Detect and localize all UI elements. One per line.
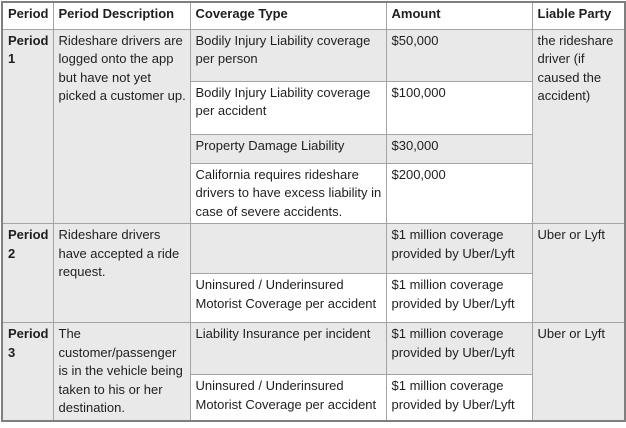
amount-cell: $30,000 xyxy=(386,135,532,164)
table-row xyxy=(2,323,625,375)
coverage-type-cell: Liability Insurance per incident xyxy=(190,323,386,375)
coverage-type-cell xyxy=(190,224,386,274)
coverage-type-cell: Uninsured / Underinsured Motorist Coverage per accident xyxy=(190,274,386,323)
column-header-period-description: Period Description xyxy=(53,2,190,30)
period-cell: Period 3 xyxy=(2,323,53,421)
column-header-period: Period xyxy=(2,2,53,30)
amount-cell: $1 million coverage provided by Uber/Lyft xyxy=(386,323,532,375)
amount-cell: $100,000 xyxy=(386,82,532,135)
coverage-type-cell: California requires rideshare drivers to have excess liability in case of severe accidents. xyxy=(190,164,386,224)
coverage-type-cell: Bodily Injury Liability coverage per person xyxy=(190,30,386,82)
amount-cell: $1 million coverage provided by Uber/Lyft xyxy=(386,224,532,274)
column-header-amount: Amount xyxy=(386,2,532,30)
table-row xyxy=(2,224,625,274)
period-description-cell: The customer/passenger is in the vehicle being taken to his or her destination. xyxy=(53,323,190,421)
period-cell: Period 1 xyxy=(2,30,53,224)
amount-cell: $200,000 xyxy=(386,164,532,224)
column-header-liable-party: Liable Party xyxy=(532,2,625,30)
table-row xyxy=(2,30,625,82)
coverage-type-cell: Bodily Injury Liability coverage per accident xyxy=(190,82,386,135)
header-row xyxy=(2,2,625,30)
period-description-cell: Rideshare drivers are logged onto the app but have not yet picked a customer up. xyxy=(53,30,190,224)
amount-cell: $1 million coverage provided by Uber/Lyft xyxy=(386,274,532,323)
column-header-coverage-type: Coverage Type xyxy=(190,2,386,30)
rideshare-insurance-coverage-table xyxy=(1,1,626,422)
coverage-type-cell: Uninsured / Underinsured Motorist Coverage per accident xyxy=(190,375,386,421)
liable-party-cell: the rideshare driver (if caused the accident) xyxy=(532,30,625,224)
period-cell: Period 2 xyxy=(2,224,53,323)
liable-party-cell: Uber or Lyft xyxy=(532,323,625,421)
period-description-cell: Rideshare drivers have accepted a ride request. xyxy=(53,224,190,323)
coverage-type-cell: Property Damage Liability xyxy=(190,135,386,164)
amount-cell: $1 million coverage provided by Uber/Lyft xyxy=(386,375,532,421)
liable-party-cell: Uber or Lyft xyxy=(532,224,625,323)
amount-cell: $50,000 xyxy=(386,30,532,82)
